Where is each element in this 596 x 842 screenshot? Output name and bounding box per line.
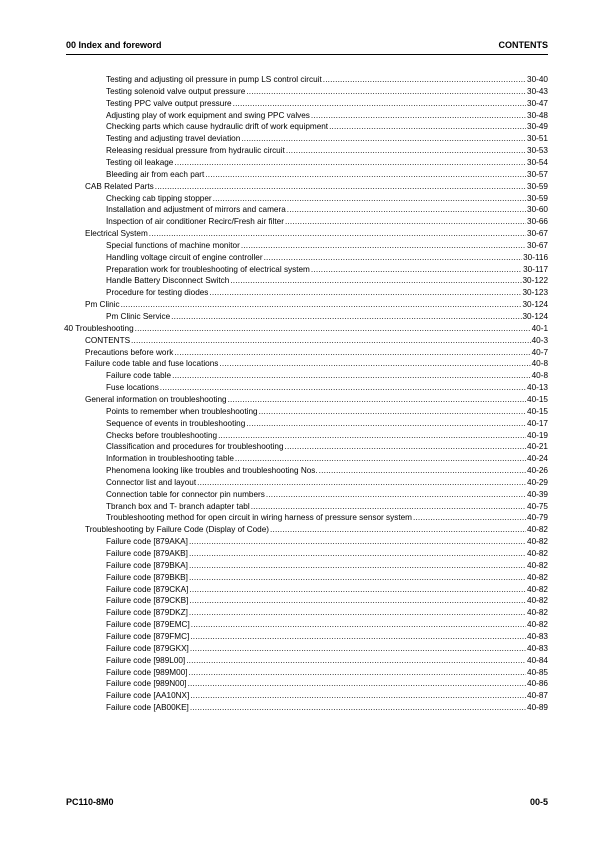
toc-entry[interactable]: [106, 512, 548, 523]
toc-entry-title: Inspection of air conditioner Recirc/Fresh air filter: [106, 217, 284, 227]
toc-entry-title: Pm Clinic Service: [106, 312, 171, 321]
toc-entry-page: 30-116: [523, 252, 548, 262]
toc-leader-dots: [251, 501, 526, 512]
toc-entry-page: 30-47: [527, 98, 548, 108]
toc-entry-page: 40-84: [527, 655, 548, 665]
toc-entry-page: 30-124: [522, 312, 548, 321]
toc-entry-title: Testing and adjusting oil pressure in pump LS control circuit: [106, 75, 322, 84]
toc-entry[interactable]: [106, 275, 548, 286]
toc-entry[interactable]: [106, 86, 548, 97]
toc-entry-title: Failure code table: [106, 371, 172, 381]
toc-entry[interactable]: [85, 394, 548, 405]
toc-entry-page: 40-87: [527, 691, 548, 701]
toc-leader-dots: [186, 655, 526, 666]
toc-entry-page: 40-82: [527, 584, 548, 594]
toc-entry[interactable]: [106, 501, 548, 512]
page-number: 00-5: [529, 797, 548, 807]
toc-entry[interactable]: [106, 74, 548, 85]
toc-entry[interactable]: [106, 678, 548, 689]
toc-entry-title: Information in troubleshooting table: [106, 454, 234, 464]
toc-entry[interactable]: [85, 181, 548, 192]
toc-entry-page: 40-83: [527, 631, 548, 641]
toc-entry[interactable]: [106, 169, 548, 180]
toc-entry-page: 30-67: [527, 229, 548, 239]
toc-entry[interactable]: [106, 157, 548, 168]
toc-leader-dots: [213, 193, 526, 204]
page-header: [66, 40, 548, 52]
toc-entry-page: 30-122: [522, 276, 548, 286]
toc-leader-dots: [174, 157, 526, 168]
section-title: 00 Index and foreword: [66, 40, 162, 50]
toc-entry[interactable]: [106, 145, 548, 156]
toc-entry-title: Pm Clinic: [85, 300, 120, 310]
toc-leader-dots: [191, 619, 526, 630]
toc-leader-dots: [241, 133, 526, 144]
toc-entry[interactable]: [106, 406, 548, 417]
toc-entry[interactable]: [106, 631, 548, 642]
toc-leader-dots: [197, 477, 526, 488]
toc-entry[interactable]: [106, 382, 548, 393]
toc-entry-title: Releasing residual pressure from hydraulic circuit: [106, 146, 285, 156]
toc-entry-page: 30-123: [522, 288, 548, 298]
toc-entry[interactable]: [106, 536, 548, 547]
toc-entry-title: Failure code [989M00]: [106, 667, 188, 677]
toc-entry-title: Troubleshooting method for open circuit in wiring harness of pressure sensor system: [106, 513, 412, 523]
toc-entry-page: 40-8: [531, 371, 548, 381]
toc-leader-dots: [235, 453, 526, 464]
toc-leader-dots: [131, 335, 531, 346]
toc-leader-dots: [189, 584, 526, 595]
toc-entry-title: Connection table for connector pin numbers: [106, 489, 265, 499]
toc-entry-page: 30-40: [527, 75, 548, 84]
toc-entry[interactable]: [106, 548, 548, 559]
toc-entry-page: 30-57: [527, 169, 548, 179]
toc-entry[interactable]: [106, 643, 548, 654]
toc-entry-title: Checking cab tipping stopper: [106, 193, 212, 203]
toc-leader-dots: [285, 216, 526, 227]
toc-leader-dots: [246, 418, 526, 429]
toc-entry-title: 40 Troubleshooting: [64, 323, 134, 333]
toc-entry-page: 40-8: [531, 359, 548, 369]
toc-leader-dots: [171, 311, 521, 322]
toc-entry[interactable]: [106, 121, 548, 132]
toc-entry-title: Checking parts which cause hydraulic drift of work equipment: [106, 122, 329, 132]
toc-entry[interactable]: [106, 370, 548, 381]
toc-entry-title: Procedure for testing diodes: [106, 288, 209, 298]
toc-entry-title: Checks before troubleshooting: [106, 430, 218, 440]
toc-entry-page: 40-82: [527, 620, 548, 630]
toc-entry[interactable]: [85, 335, 548, 346]
toc-entry-page: 30-66: [527, 217, 548, 227]
toc-entry[interactable]: [106, 110, 548, 121]
toc-leader-dots: [413, 512, 526, 523]
toc-entry[interactable]: [106, 667, 548, 678]
toc-leader-dots: [230, 275, 521, 286]
toc-entry-title: Handling voltage circuit of engine controller: [106, 252, 263, 262]
toc-entry[interactable]: [106, 560, 548, 571]
toc-entry-page: 40-82: [527, 525, 548, 535]
toc-entry[interactable]: [64, 323, 548, 334]
toc-entry-title: Failure code [879BKA]: [106, 560, 188, 570]
toc-entry[interactable]: [106, 430, 548, 441]
toc-entry-page: 40-15: [527, 394, 548, 404]
toc-entry-title: Failure code [AA10NX]: [106, 691, 190, 701]
toc-entry-page: 40-17: [527, 418, 548, 428]
toc-leader-dots: [189, 572, 526, 583]
toc-leader-dots: [174, 347, 530, 358]
toc-leader-dots: [228, 394, 526, 405]
toc-leader-dots: [172, 370, 531, 381]
toc-entry[interactable]: [85, 358, 548, 369]
toc-leader-dots: [160, 382, 526, 393]
toc-leader-dots: [323, 74, 526, 85]
toc-entry-title: Failure code [879BKB]: [106, 572, 188, 582]
toc-entry[interactable]: [106, 453, 548, 464]
toc-leader-dots: [218, 430, 526, 441]
toc-entry-title: Tbranch box and T- branch adapter tabl: [106, 501, 250, 511]
toc-entry-title: Precautions before work: [85, 347, 174, 357]
toc-entry-title: Handle Battery Disconnect Switch: [106, 276, 230, 286]
toc-leader-dots: [155, 181, 526, 192]
toc-entry-title: Testing solenoid valve output pressure: [106, 86, 246, 96]
toc-entry-title: CAB Related Parts: [85, 181, 154, 191]
toc-entry-title: Testing oil leakage: [106, 157, 174, 167]
toc-entry-page: 40-82: [527, 608, 548, 618]
toc-entry[interactable]: [85, 299, 548, 310]
toc-entry-page: 40-83: [527, 643, 548, 653]
toc-entry-page: 30-49: [527, 122, 548, 132]
toc-entry[interactable]: [106, 595, 548, 606]
toc-entry-page: 40-85: [527, 667, 548, 677]
toc-leader-dots: [219, 358, 530, 369]
toc-entry-title: Special functions of machine monitor: [106, 240, 240, 250]
toc-leader-dots: [286, 145, 526, 156]
toc-entry-page: 30-48: [527, 110, 548, 120]
toc-leader-dots: [188, 678, 526, 689]
toc-leader-dots: [190, 690, 526, 701]
toc-entry-page: 30-43: [527, 86, 548, 96]
toc-entry-title: Preparation work for troubleshooting of electrical system: [106, 264, 310, 274]
toc-leader-dots: [311, 110, 526, 121]
toc-entry[interactable]: [106, 702, 548, 713]
toc-entry[interactable]: [106, 655, 548, 666]
toc-entry-title: Failure code [879CKA]: [106, 584, 189, 594]
toc-entry[interactable]: [85, 228, 548, 239]
toc-entry[interactable]: [106, 98, 548, 109]
toc-entry-page: 40-89: [527, 703, 548, 713]
toc-entry-title: Failure code [989N00]: [106, 679, 187, 689]
toc-entry-page: 30-59: [527, 193, 548, 203]
toc-entry-title: General information on troubleshooting: [85, 394, 227, 404]
toc-leader-dots: [149, 228, 526, 239]
model-number: PC110-8M0: [66, 797, 114, 807]
toc-entry-page: 30-51: [527, 134, 548, 144]
toc-entry[interactable]: [106, 584, 548, 595]
toc-entry-title: Failure code [879FMC]: [106, 631, 190, 641]
toc-leader-dots: [209, 287, 521, 298]
toc-entry-title: Phenomena looking like troubles and troubleshooting Nos.: [106, 466, 318, 476]
toc-leader-dots: [233, 98, 526, 109]
toc-leader-dots: [190, 631, 526, 642]
header-rule: [66, 54, 548, 55]
toc-entry-page: 30-54: [527, 157, 548, 167]
toc-leader-dots: [189, 607, 526, 618]
header-contents-label: CONTENTS: [498, 40, 548, 50]
toc-entry[interactable]: [106, 489, 548, 500]
toc-entry[interactable]: [106, 607, 548, 618]
toc-entry[interactable]: [106, 477, 548, 488]
toc-leader-dots: [287, 204, 526, 215]
toc-entry[interactable]: [85, 524, 548, 535]
toc-leader-dots: [189, 595, 526, 606]
toc-entry-page: 40-86: [527, 679, 548, 689]
toc-leader-dots: [190, 643, 526, 654]
toc-entry-page: 40-75: [527, 501, 548, 511]
toc-entry[interactable]: [106, 311, 548, 322]
toc-entry-page: 40-3: [531, 335, 548, 345]
toc-entry-page: 40-29: [527, 477, 548, 487]
toc-entry-title: Failure code [AB00KE]: [106, 703, 189, 713]
toc-leader-dots: [270, 524, 526, 535]
toc-entry-title: Sequence of events in troubleshooting: [106, 418, 246, 428]
toc-entry-page: 40-1: [531, 323, 548, 333]
toc-entry[interactable]: [106, 204, 548, 215]
toc-entry-title: CONTENTS: [85, 335, 131, 345]
toc-leader-dots: [259, 406, 526, 417]
toc-entry-title: Failure code [879EMC]: [106, 620, 190, 630]
toc-entry[interactable]: [106, 133, 548, 144]
toc-entry-page: 40-26: [527, 466, 548, 476]
toc-leader-dots: [246, 86, 526, 97]
toc-entry-page: 40-39: [527, 489, 548, 499]
toc-entry-page: 40-82: [527, 537, 548, 547]
toc-leader-dots: [241, 240, 526, 251]
toc-entry-page: 30-67: [527, 240, 548, 250]
toc-entry-page: 30-59: [527, 181, 548, 191]
toc-entry-page: 40-7: [531, 347, 548, 357]
toc-entry-title: Failure code [879AKA]: [106, 537, 188, 547]
toc-entry-title: Testing and adjusting travel deviation: [106, 134, 241, 144]
toc-leader-dots: [121, 299, 522, 310]
toc-entry-title: Points to remember when troubleshooting: [106, 406, 258, 416]
toc-entry-page: 40-82: [527, 572, 548, 582]
toc-entry-title: Electrical System: [85, 229, 148, 239]
toc-entry[interactable]: [106, 418, 548, 429]
toc-entry[interactable]: [85, 347, 548, 358]
toc-entry-page: 40-82: [527, 560, 548, 570]
toc-entry-page: 40-24: [527, 454, 548, 464]
toc-leader-dots: [189, 548, 526, 559]
toc-entry[interactable]: [106, 264, 548, 275]
toc-entry[interactable]: [106, 287, 548, 298]
toc-entry-page: 40-82: [527, 596, 548, 606]
toc-entry[interactable]: [106, 619, 548, 630]
toc-entry-title: Failure code [879AKB]: [106, 549, 188, 558]
toc-entry-title: Classification and procedures for troubleshooting: [106, 442, 284, 452]
toc-entry-page: 40-21: [527, 442, 548, 452]
toc-entry-page: 40-79: [527, 513, 548, 523]
toc-leader-dots: [264, 252, 523, 263]
toc-entry[interactable]: [106, 441, 548, 452]
toc-entry[interactable]: [106, 465, 548, 476]
toc-leader-dots: [311, 264, 522, 275]
toc-entry-page: 30-53: [527, 146, 548, 156]
toc-leader-dots: [188, 667, 526, 678]
toc-leader-dots: [190, 702, 526, 713]
toc-entry-page: 30-124: [522, 300, 548, 310]
toc-entry-title: Failure code [879CKB]: [106, 596, 189, 606]
toc-leader-dots: [205, 169, 526, 180]
toc-entry-title: Failure code [879GKX]: [106, 643, 189, 653]
toc-entry-title: Adjusting play of work equipment and swing PPC valves: [106, 110, 310, 120]
toc-leader-dots: [266, 489, 526, 500]
toc-leader-dots: [189, 536, 526, 547]
toc-entry-title: Troubleshooting by Failure Code (Display of Code): [85, 525, 270, 535]
toc-entry-title: Failure code [989L00]: [106, 655, 186, 665]
toc-entry-title: Testing PPC valve output pressure: [106, 98, 232, 108]
toc-entry-title: Installation and adjustment of mirrors and camera: [106, 205, 286, 215]
toc-entry[interactable]: [106, 572, 548, 583]
toc-entry[interactable]: [106, 690, 548, 701]
toc-leader-dots: [319, 465, 526, 476]
toc-entry[interactable]: [106, 240, 548, 251]
toc-entry-page: 40-82: [527, 549, 548, 558]
toc-entry-page: 40-19: [527, 430, 548, 440]
toc-entry[interactable]: [106, 193, 548, 204]
toc-entry-title: Failure code [879DKZ]: [106, 608, 188, 618]
toc-entry[interactable]: [106, 216, 548, 227]
toc-entry-title: Bleeding air from each part: [106, 169, 205, 179]
toc-entry-page: 40-15: [527, 406, 548, 416]
toc-leader-dots: [189, 560, 526, 571]
toc-entry-page: 30-117: [523, 264, 548, 274]
toc-entry-page: 30-60: [527, 205, 548, 215]
toc-leader-dots: [135, 323, 531, 334]
toc-leader-dots: [285, 441, 527, 452]
toc-entry[interactable]: [106, 252, 548, 263]
toc-entry-title: Connector list and layout: [106, 477, 197, 487]
toc-leader-dots: [329, 121, 526, 132]
toc-entry-title: Fuse locations: [106, 383, 159, 393]
toc-entry-title: Failure code table and fuse locations: [85, 359, 219, 369]
toc-entry-page: 40-13: [527, 383, 548, 393]
